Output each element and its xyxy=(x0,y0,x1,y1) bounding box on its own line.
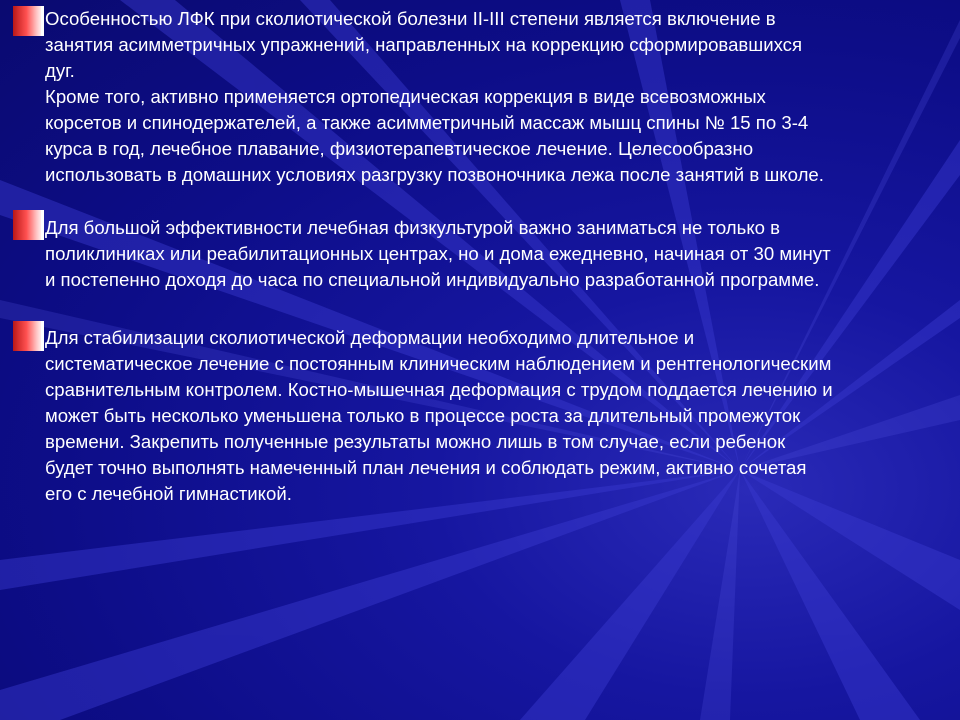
ray xyxy=(0,470,740,720)
paragraph-3: Для стабилизации сколиотической деформации необходимо длительное и систематическое лечение с постоянным клиническим наблюдением и рентгенологическим сравнительным контролем. Костно-мышечная деформация с трудом поддается лечению и может быть несколько уменьшена только в процессе роста за длительный промежуток времени. Закрепить полученные результаты можно лишь в том случае, если ребенок будет точно выполнять намеченный план лечения и соблюдать режим, активно сочетая его с лечебной гимнастикой. xyxy=(45,327,833,504)
bullet-square-2 xyxy=(13,210,43,240)
paragraph-2: Для большой эффективности лечебная физкультурой важно заниматься не только в поликлиниках или реабилитационных центрах, но и дома ежедневно, начиная от 30 минут и постепенно доходя до часа по специальной индивидуально разработанной программе. xyxy=(45,217,831,290)
bullet-square-3 xyxy=(13,321,43,351)
paragraph-1: Особенностью ЛФК при сколиотической болезни II-III степени является включение в занятия асимметричных упражнений, направленных на коррекцию сформировавшихся дуг. Кроме того, активно применяется ортопедическая коррекция в виде всевозможных корсетов и спинодержателей, а также асимметричный массаж мышц спины № 15 по 3-4 курса в год, лечебное плавание, физиотерапевтическое лечение. Целесообразно использовать в домашних условиях разгрузку позвоночника лежа после занятий в школе. xyxy=(45,8,824,185)
bullet-square-1 xyxy=(13,6,43,36)
ray xyxy=(700,470,740,720)
